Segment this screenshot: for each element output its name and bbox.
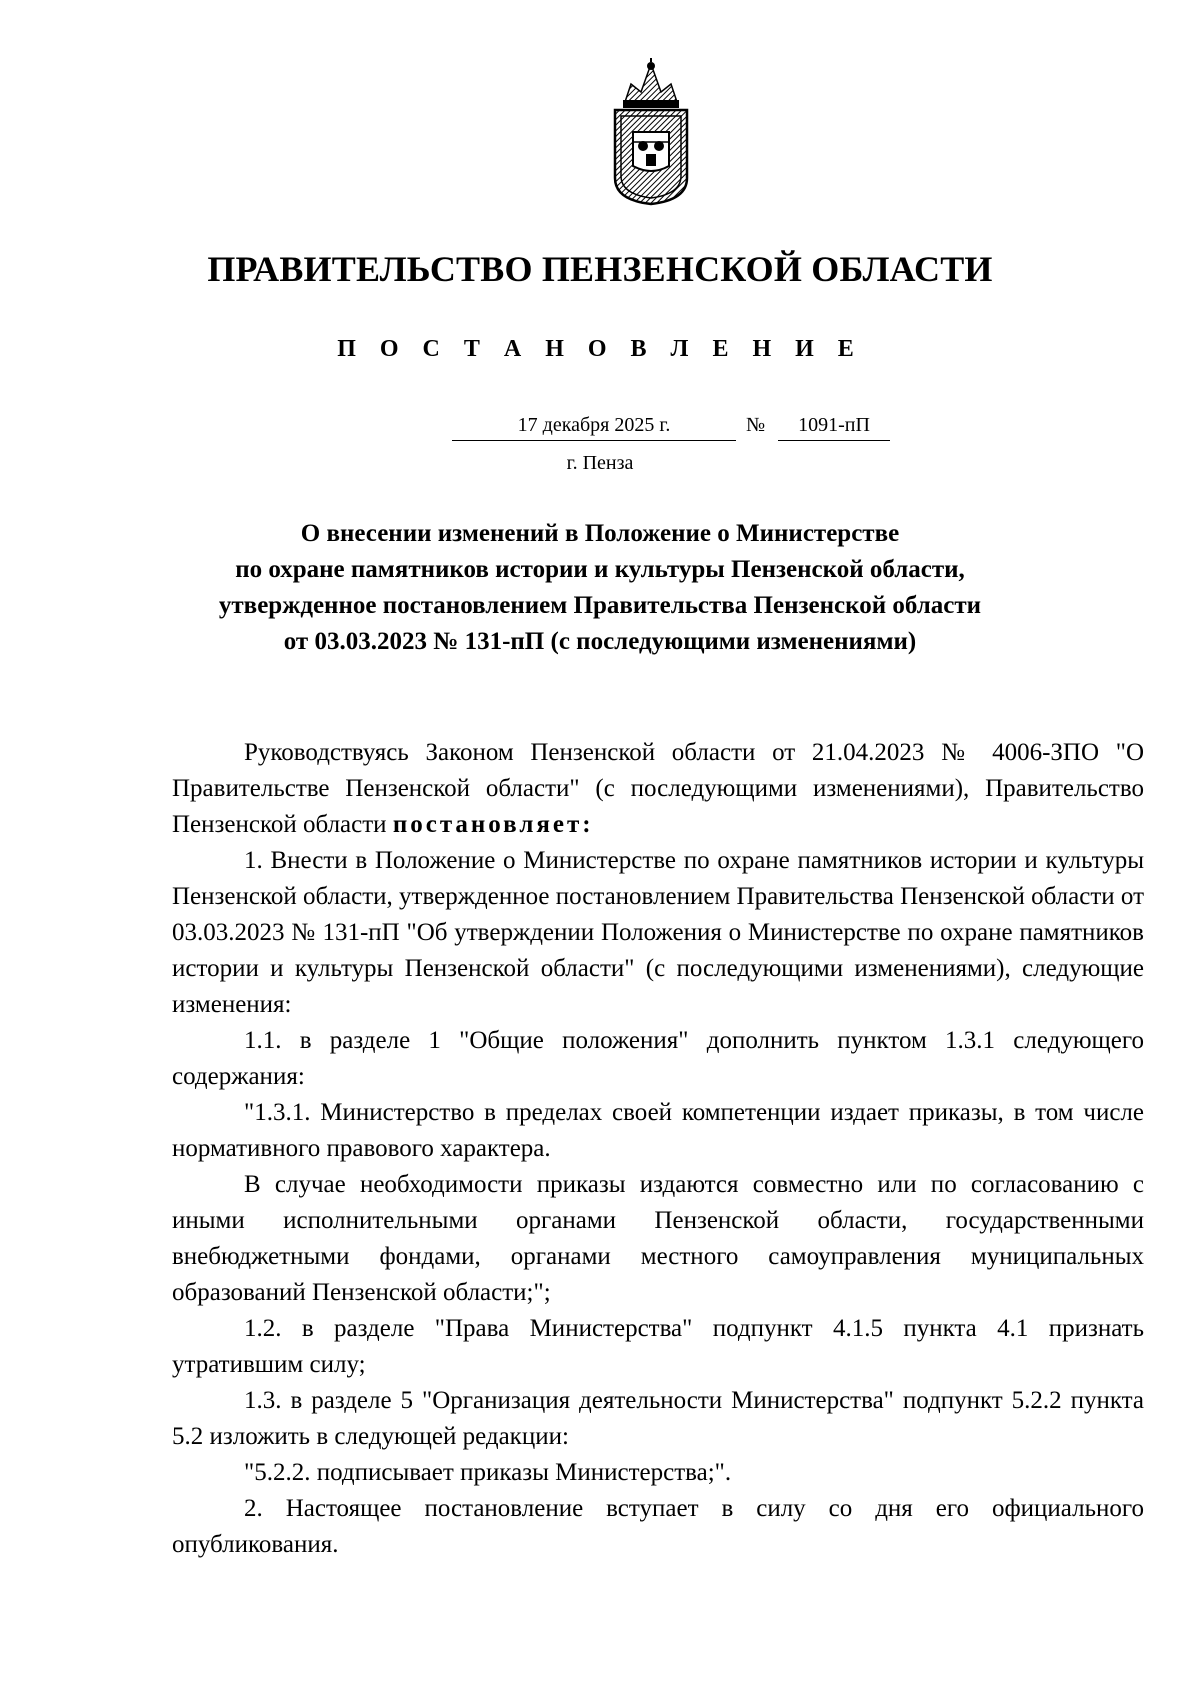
body-paragraph: 1. Внести в Положение о Министерстве по охране памятников истории и культуры Пензенской области, утвержденное постановлением Правительства Пензенской области от 03.03.2023 № 131-пП "Об утверждении Положения о Министерстве по охране памятников истории и культуры Пензенской области" (с последующими изменениями), следующие изменения: [172, 847, 1144, 1018]
date-number-line [0, 410, 1200, 442]
body-paragraph: "5.2.2. подписывает приказы Министерства;". [244, 1459, 732, 1486]
subject-line: утвержденное постановлением Правительства Пензенской области [218, 592, 982, 619]
body-paragraph: 1.1. в разделе 1 "Общие положения" дополнить пунктом 1.3.1 следующего содержания: [172, 1027, 1144, 1090]
subject-line: О внесении изменений в Положение о Министерстве [300, 520, 900, 547]
body-paragraph: 1.3. в разделе 5 "Организация деятельности Министерства" подпункт 5.2.2 пункта 5.2 изложить в следующей редакции: [172, 1387, 1144, 1450]
preamble-text: Руководствуясь Законом Пензенской области от 21.04.2023 № 4006-ЗПО "О Правительстве Пензенской области" (с последующими изменениями), Правительство Пензенской области [172, 739, 1144, 838]
document-type: П О С Т А Н О В Л Е Н И Е [337, 336, 863, 362]
city: г. Пенза [566, 452, 634, 474]
preamble-paragraph [172, 735, 1144, 843]
body-paragraph: 2. Настоящее постановление вступает в силу со дня его официального опубликования. [172, 1495, 1144, 1558]
body-paragraph: "1.3.1. Министерство в пределах своей компетенции издает приказы, в том числе нормативного правового характера. [172, 1099, 1144, 1162]
document-body [172, 735, 1144, 1563]
document-date: 17 декабря 2025 г. [452, 410, 736, 441]
organization-title: ПРАВИТЕЛЬСТВО ПЕНЗЕНСКОЙ ОБЛАСТИ [207, 249, 993, 289]
body-paragraph: В случае необходимости приказы издаются совместно или по согласованию с иными исполнительными органами Пензенской области, государственными внебюджетными фондами, органами местного самоуправления муниципальных образований Пензенской области;"; [172, 1171, 1144, 1306]
document-number: 1091-пП [778, 410, 890, 441]
number-sign: № [746, 414, 766, 436]
document-subject [0, 516, 1200, 660]
decides-word: постановляет: [392, 811, 594, 838]
subject-line: от 03.03.2023 № 131-пП (с последующими изменениями) [283, 628, 917, 655]
subject-line: по охране памятников истории и культуры Пензенской области, [235, 556, 965, 583]
coat-of-arms-icon [603, 58, 699, 206]
body-paragraph: 1.2. в разделе "Права Министерства" подпункт 4.1.5 пункта 4.1 признать утратившим силу; [172, 1315, 1144, 1378]
